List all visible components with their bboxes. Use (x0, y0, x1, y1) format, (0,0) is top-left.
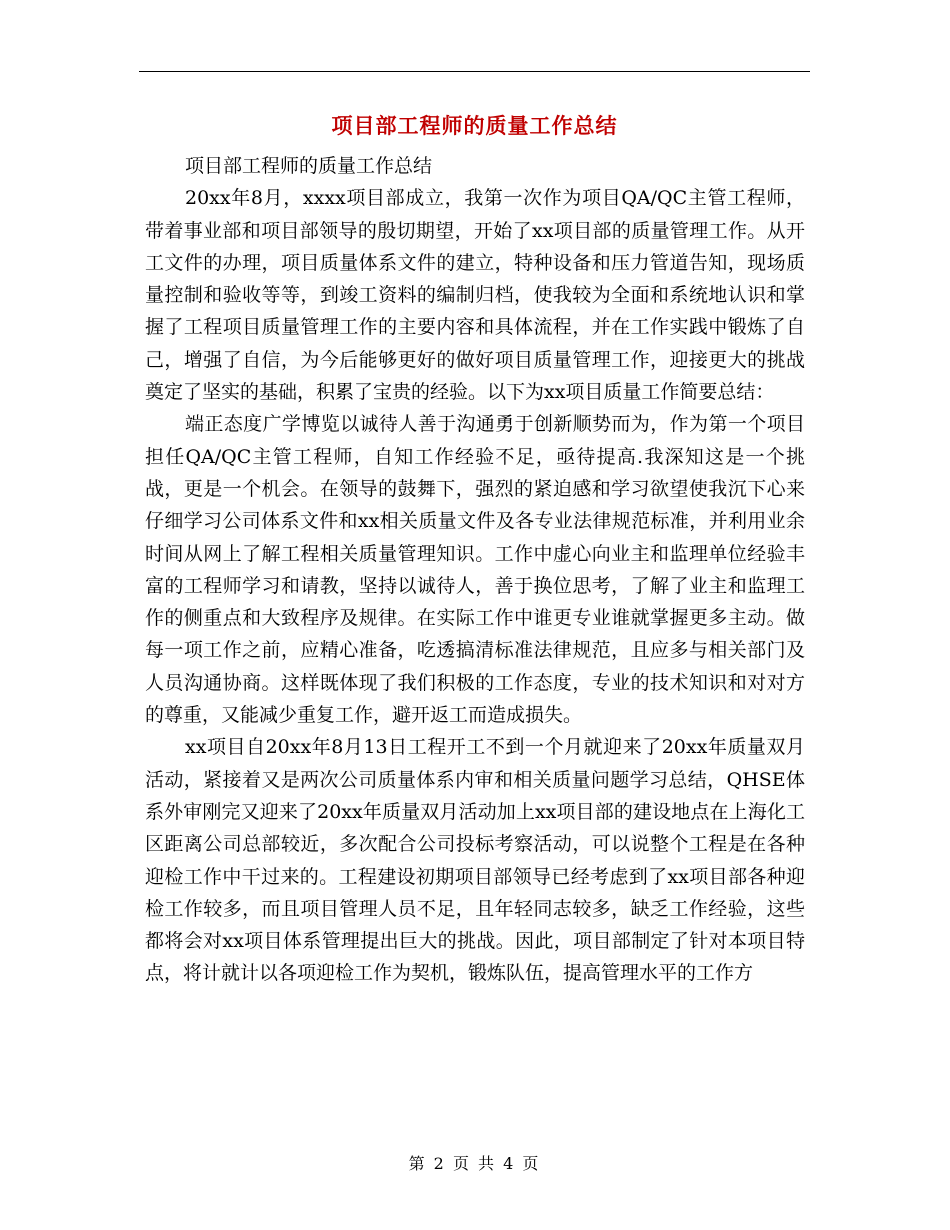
page-number: 第 2 页 共 4 页 (408, 1154, 541, 1173)
paragraph-inspections: xx项目自20xx年8月13日工程开工不到一个月就迎来了20xx年质量双月活动，紧接着又是两次公司质量体系内审和相关质量问题学习总结，QHSE体系外审刚完又迎来了20xx年质量双月活动加上xx项目部的建设地点在上海化工区距离公司总部较近，多次配合公司投标考察活动，可以说整个工程是在各种迎检工作中干过来的。工程建设初期项目部领导已经考虑到了xx项目部各种迎检工作较多，而且项目管理人员不足，且年轻同志较多，缺乏工作经验，这些都将会对xx项目体系管理提出巨大的挑战。因此，项目部制定了针对本项目特点，将计就计以各项迎检工作为契机，锻炼队伍，提高管理水平的工作方 (145, 736, 805, 985)
document-body (145, 150, 805, 990)
paragraph-attitude: 端正态度广学博览以诚待人善于沟通勇于创新顺势而为，作为第一个项目担任QA/QC主管工程师，自知工作经验不足，亟待提高.我深知这是一个挑战，更是一个机会。在领导的鼓舞下，强烈的紧迫感和学习欲望使我沉下心来仔细学习公司体系文件和xx相关质量文件及各专业法律规范标准，并利用业余时间从网上了解工程相关质量管理知识。工作中虚心向业主和监理单位经验丰富的工程师学习和请教，坚持以诚待人，善于换位思考，了解了业主和监理工作的侧重点和大致程序及规律。在实际工作中谁更专业谁就掌握更多主动。做每一项工作之前，应精心准备，吃透搞清标准法律规范，且应多与相关部门及人员沟通协商。这样既体现了我们积极的工作态度，专业的技术知识和对对方的尊重，又能减少重复工作，避开返工而造成损失。 (145, 413, 805, 727)
header-rule (139, 71, 810, 72)
paragraph-subtitle: 项目部工程师的质量工作总结 (185, 155, 433, 177)
document-title: 项目部工程师的质量工作总结 (331, 113, 618, 138)
paragraph-intro: 20xx年8月，xxxx项目部成立，我第一次作为项目QA/QC主管工程师，带着事业部和项目部领导的殷切期望，开始了xx项目部的质量管理工作。从开工文件的办理，项目质量体系文件的建立，特种设备和压力管道告知，现场质量控制和验收等等，到竣工资料的编制归档，使我较为全面和系统地认识和掌握了工程项目质量管理工作的主要内容和具体流程，并在工作实践中锻炼了自己，增强了自信，为今后能够更好的做好项目质量管理工作，迎接更大的挑战奠定了坚实的基础，积累了宝贵的经验。以下为xx项目质量工作简要总结： (145, 187, 805, 404)
